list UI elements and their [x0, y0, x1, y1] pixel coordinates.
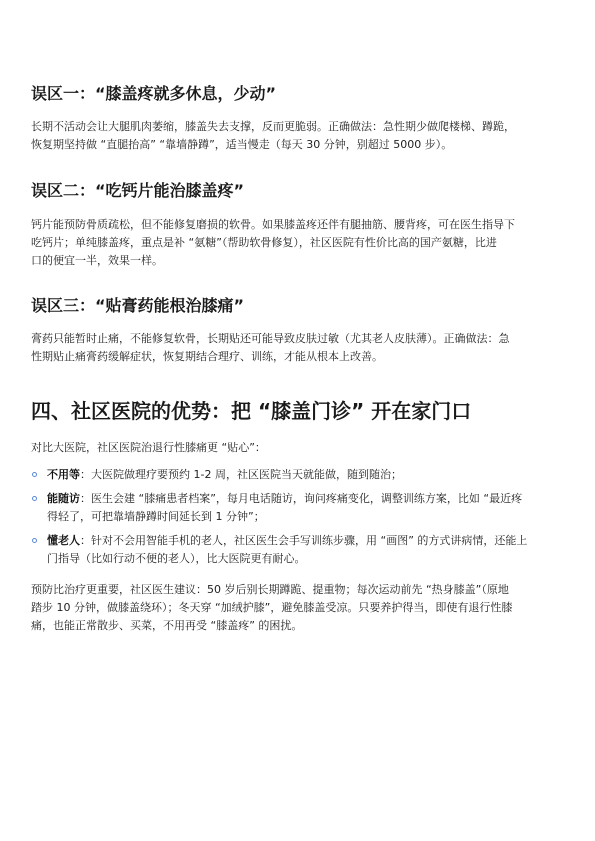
bullet-text: 得轻了，可把靠墙静蹲时间延长到 1 分钟”；: [47, 510, 265, 523]
advantage-list: [31, 466, 561, 574]
list-item: [31, 532, 561, 568]
bullet-ring-icon: [32, 496, 37, 501]
bullet-label: 不用等: [47, 468, 80, 481]
bullet-ring-icon: [32, 472, 37, 477]
list-item: [31, 466, 561, 484]
paragraph-line: 长期不活动会让大腿肌肉萎缩，膝盖失去支撑，反而更脆弱。正确做法：急性期少做爬楼梯、蹲跪，: [31, 120, 515, 133]
section-heading-3: 误区三：“贴膏药能根治膝痛”: [31, 296, 245, 315]
section-paragraph-2: [31, 216, 559, 270]
bullet-text: ：大医院做理疗要预约 1-2 周，社区医院当天就能做，随到随治；: [80, 468, 402, 481]
paragraph-line: 性期贴止痛膏药缓解症状，恢复期结合理疗、训练，才能从根本上改善。: [31, 350, 383, 363]
intro-paragraph: [31, 439, 559, 457]
paragraph-line: 踏步 10 分钟，做膝盖绕环）；冬天穿 “加绒护膝”，避免膝盖受凉。只要养护得当，即使有退行性膝: [31, 601, 513, 614]
paragraph-line: 恢复期坚持做 “直腿抬高” “靠墙静蹲”，适当慢走（每天 30 分钟，别超过 5000 步）。: [31, 138, 453, 151]
paragraph-line: 痛，也能正常散步、买菜，不用再受 “膝盖疼” 的困扰。: [31, 619, 303, 632]
paragraph-line: 对比大医院，社区医院治退行性膝痛更 “贴心”：: [31, 441, 266, 454]
bullet-label: 懂老人: [47, 534, 80, 547]
section-paragraph-3: [31, 330, 559, 366]
section-paragraph-1: [31, 118, 559, 154]
section-heading-2: 误区二：“吃钙片能治膝盖疼”: [31, 181, 245, 200]
paragraph-line: 口的便宜一半，效果一样。: [31, 254, 163, 267]
main-heading: 四、社区医院的优势：把 “膝盖门诊” 开在家门口: [31, 399, 472, 423]
paragraph-line: 钙片能预防骨质疏松，但不能修复磨损的软骨。如果膝盖疼还伴有腿抽筋、腰背疼，可在医生指导下: [31, 218, 515, 231]
closing-paragraph: [31, 581, 559, 635]
paragraph-line: 吃钙片；单纯膝盖疼，重点是补 “氨糖”（帮助软骨修复），社区医院有性价比高的国产氨糖，比进: [31, 236, 497, 249]
paragraph-line: 预防比治疗更重要，社区医生建议：50 岁后别长期蹲跪、提重物；每次运动前先 “热身膝盖”（原地: [31, 583, 509, 596]
list-item: [31, 490, 561, 526]
bullet-text: ：医生会建 “膝痛患者档案”，每月电话随访，询问疼痛变化，调整训练方案，比如 “最近疼: [80, 492, 523, 505]
bullet-text: ：针对不会用智能手机的老人，社区医生会手写训练步骤，用 “画图” 的方式讲病情，还能上: [80, 534, 528, 547]
bullet-text: 门指导（比如行动不便的老人），比大医院更有耐心。: [47, 552, 306, 565]
bullet-ring-icon: [32, 538, 37, 543]
section-heading-1: 误区一：“膝盖疼就多休息，少动”: [31, 84, 277, 103]
bullet-label: 能随访: [47, 492, 80, 505]
paragraph-line: 膏药只能暂时止痛，不能修复软骨，长期贴还可能导致皮肤过敏（尤其老人皮肤薄）。正确做法：急: [31, 332, 510, 345]
